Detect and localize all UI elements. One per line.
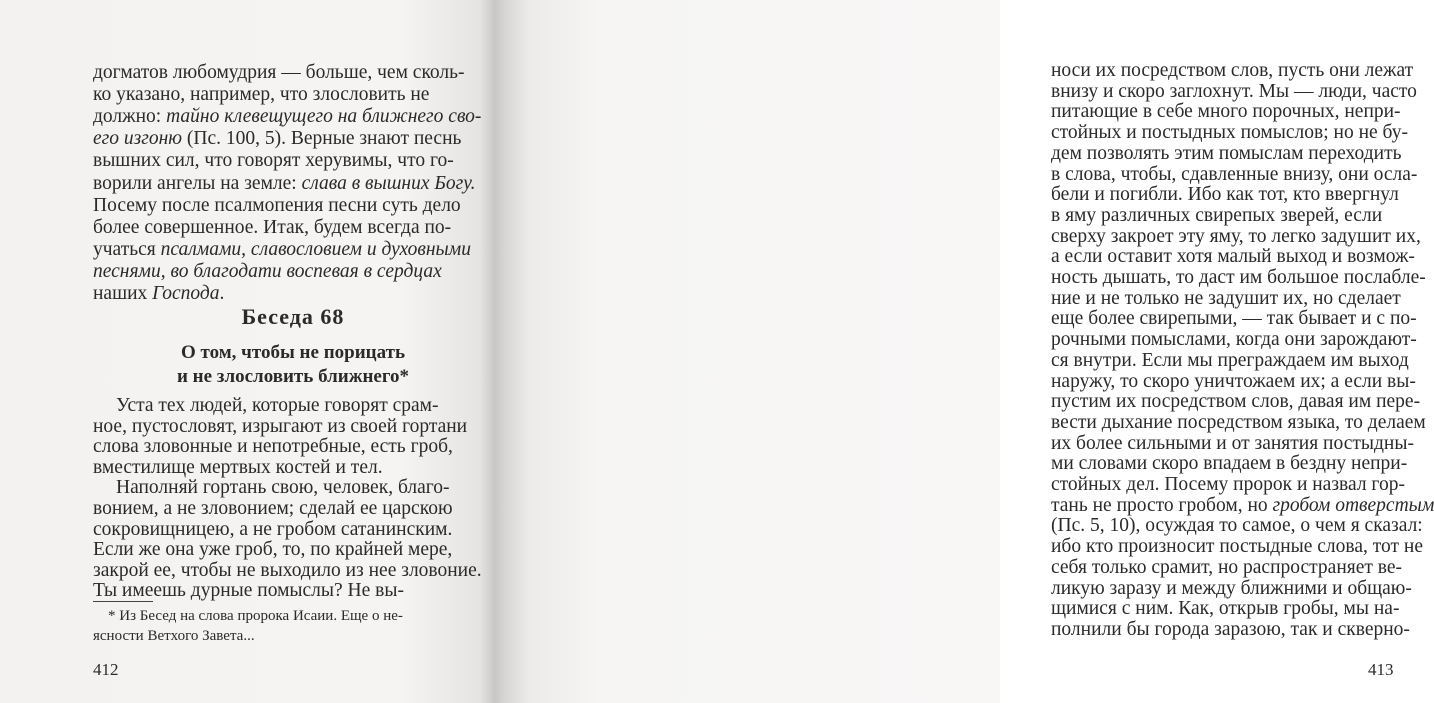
- text-segment: сверху закроет эту яму, то легко задушит их,: [1051, 225, 1421, 247]
- text-line: [1051, 308, 1417, 330]
- text-line: [1051, 557, 1402, 579]
- text-line: [1051, 598, 1399, 620]
- text-line: [93, 62, 465, 84]
- text-line: [1051, 205, 1382, 227]
- text-segment: а если оставит хотя малый выход и возмож-: [1051, 246, 1415, 268]
- text-line: [93, 580, 404, 602]
- text-line: [1051, 536, 1423, 558]
- text-line: [1051, 495, 1434, 517]
- italic-text: слава в вышних Богу.: [301, 172, 476, 194]
- chapter-title: Беседа 68: [241, 304, 345, 329]
- text-line: [1051, 412, 1426, 434]
- text-segment: Посему после псалмопения песни суть дело: [93, 194, 461, 216]
- text-line: [1051, 391, 1420, 413]
- text-segment: наших: [93, 283, 153, 304]
- text-line: [93, 173, 476, 195]
- footnote-rule: [93, 601, 153, 602]
- text-segment: бели и погибли. Ибо как тот, кто ввергнул: [1051, 184, 1399, 206]
- italic-text: псалмами, славословием и духовными: [160, 238, 471, 260]
- text-line: [93, 436, 453, 458]
- text-line: [1051, 453, 1407, 475]
- text-segment: рочными помыслами, когда они зарождают-: [1051, 329, 1417, 351]
- text-segment: еще более свирепыми, — так бывает и с по-: [1051, 308, 1417, 330]
- text-line: [1051, 122, 1408, 144]
- text-line: [1051, 371, 1416, 393]
- text-line: [1051, 143, 1402, 165]
- text-line: [116, 477, 450, 499]
- italic-text: Господа: [152, 283, 220, 304]
- text-segment: вонием, а не зловонием; сделай ее царскою: [93, 498, 453, 519]
- text-line: [1051, 619, 1410, 641]
- text-line: [93, 498, 453, 520]
- text-segment: вышних сил, что говорят херувимы, что го-: [93, 150, 454, 172]
- text-segment: учаться: [93, 238, 161, 260]
- text-segment: стойных и постыдных помыслов; но не бу-: [1051, 122, 1408, 144]
- text-segment: их более сильными и от занятия постыдны-: [1051, 432, 1414, 454]
- text-line: [1051, 288, 1401, 310]
- text-segment: дем позволять этим помыслам переходить: [1051, 142, 1402, 164]
- text-line: [93, 283, 224, 305]
- page-number-left: 412: [93, 660, 119, 679]
- text-segment: носи их посредством слов, пусть они лежат: [1051, 60, 1414, 81]
- text-segment: ние и не только не задушит их, но сделает: [1051, 287, 1401, 309]
- text-segment: ибо кто произносит постыдные слова, тот не: [1051, 536, 1423, 558]
- text-segment: в яму различных свирепых зверей, если: [1051, 204, 1383, 226]
- footnote-line-2: ясности Ветхого Завета...: [93, 628, 255, 644]
- text-line: [1051, 101, 1401, 123]
- text-segment: слова зловонные и непотребные, есть гроб,: [93, 436, 453, 458]
- chapter-subtitle-line-1: О том, чтобы не порицать: [180, 342, 405, 363]
- text-segment: наружу, то скоро уничтожаем их; а если вы-: [1051, 370, 1416, 392]
- text-segment: ко указано, например, что злословить не: [93, 84, 430, 106]
- text-line: [93, 150, 454, 172]
- text-line: [93, 106, 481, 128]
- text-line: [93, 560, 482, 582]
- text-line: [93, 519, 452, 541]
- text-segment: Ты имеешь дурные помыслы? Не вы-: [93, 580, 404, 602]
- text-line: [93, 261, 442, 283]
- chapter-subtitle-line-2: и не злословить ближнего*: [176, 366, 410, 387]
- text-line: [1051, 246, 1415, 268]
- text-line: [1051, 226, 1421, 248]
- text-segment: сокровищницею, а не гробом сатанинским.: [93, 518, 453, 540]
- text-segment: ворили ангелы на земле:: [93, 172, 302, 194]
- text-segment: внизу и скоро заглохнут. Мы — люди, часто: [1051, 80, 1417, 102]
- text-segment: Наполняй гортань свою, человек, благо-: [116, 477, 450, 499]
- text-segment: ми словами скоро впадаем в бездну непри-: [1051, 453, 1408, 475]
- text-line: [93, 457, 383, 479]
- text-segment: Если же она уже гроб, то, по крайней мере,: [93, 539, 453, 561]
- italic-text: гробом отверстым: [1272, 494, 1434, 516]
- text-segment: питающие в себе много порочных, непри-: [1051, 101, 1401, 123]
- text-segment: вместилище мертвых костей и тел.: [93, 456, 383, 478]
- text-line: [1051, 329, 1417, 351]
- text-segment: ся внутри. Если мы преграждаем им выход: [1051, 349, 1409, 371]
- text-line: [93, 416, 467, 438]
- text-segment: (Пс. 5, 10), осуждая то самое, о чем я сказал:: [1051, 515, 1423, 537]
- left-page: [0, 0, 500, 703]
- text-line: [1051, 81, 1417, 103]
- text-segment: более совершенное. Итак, будем всегда по-: [93, 216, 452, 238]
- text-line: [1051, 474, 1405, 496]
- text-segment: ность дышать, то даст им большое послабле-: [1051, 267, 1426, 288]
- page-number-right: 413: [1368, 660, 1394, 679]
- text-line: [1051, 184, 1399, 206]
- text-segment: тань не просто гробом, но: [1051, 494, 1273, 516]
- text-segment: закрой ее, чтобы не выходило из нее зловоние.: [93, 559, 482, 581]
- text-segment: щимися с ним. Как, открыв гробы, мы на-: [1051, 598, 1400, 620]
- text-line: [93, 239, 471, 261]
- text-segment: (Пс. 100, 5). Верные знают песнь: [182, 128, 462, 150]
- text-line: [93, 84, 429, 106]
- text-line: [1051, 60, 1413, 82]
- text-segment: стойных дел. Посему пророк и назвал гор-: [1051, 474, 1405, 495]
- text-line: [1051, 578, 1412, 600]
- text-segment: в слова, чтобы, сдавленные внизу, они осла-: [1051, 163, 1418, 185]
- text-line: [1051, 433, 1414, 455]
- text-line: [1051, 350, 1409, 372]
- italic-text: тайно клевещущего на ближнего сво-: [166, 106, 482, 128]
- footnote-line-1: * Из Бесед на слова пророка Исаии. Еще о не-: [108, 608, 403, 624]
- text-line: [1051, 164, 1417, 186]
- text-segment: полнили бы города заразою, так и скверно-: [1051, 618, 1410, 640]
- text-segment: ное, пустословят, изрыгают из своей гортани: [93, 415, 468, 437]
- text-segment: себя только срамит, но распространяет ве-: [1051, 556, 1403, 578]
- text-segment: Уста тех людей, которые говорят срам-: [116, 395, 439, 416]
- text-segment: ликую заразу и между ближними и общаю-: [1051, 577, 1412, 599]
- text-segment: должно:: [93, 106, 167, 128]
- italic-text: песнями, во благодати воспевая в сердцах: [93, 260, 442, 282]
- right-page: [500, 0, 1434, 703]
- text-line: [93, 128, 461, 150]
- text-line: [116, 395, 439, 417]
- text-line: [1051, 267, 1426, 289]
- text-segment: догматов любомудрия — больше, чем сколь-: [93, 62, 465, 83]
- text-segment: пустим их посредством слов, давая им пере-: [1051, 391, 1421, 413]
- text-line: [93, 195, 461, 217]
- text-segment: .: [219, 283, 225, 304]
- text-line: [93, 217, 451, 239]
- italic-text: его изгоню: [93, 128, 183, 150]
- text-line: [1051, 515, 1423, 537]
- text-segment: вести дыхание посредством языка, то делаем: [1051, 411, 1426, 433]
- text-line: [93, 539, 452, 561]
